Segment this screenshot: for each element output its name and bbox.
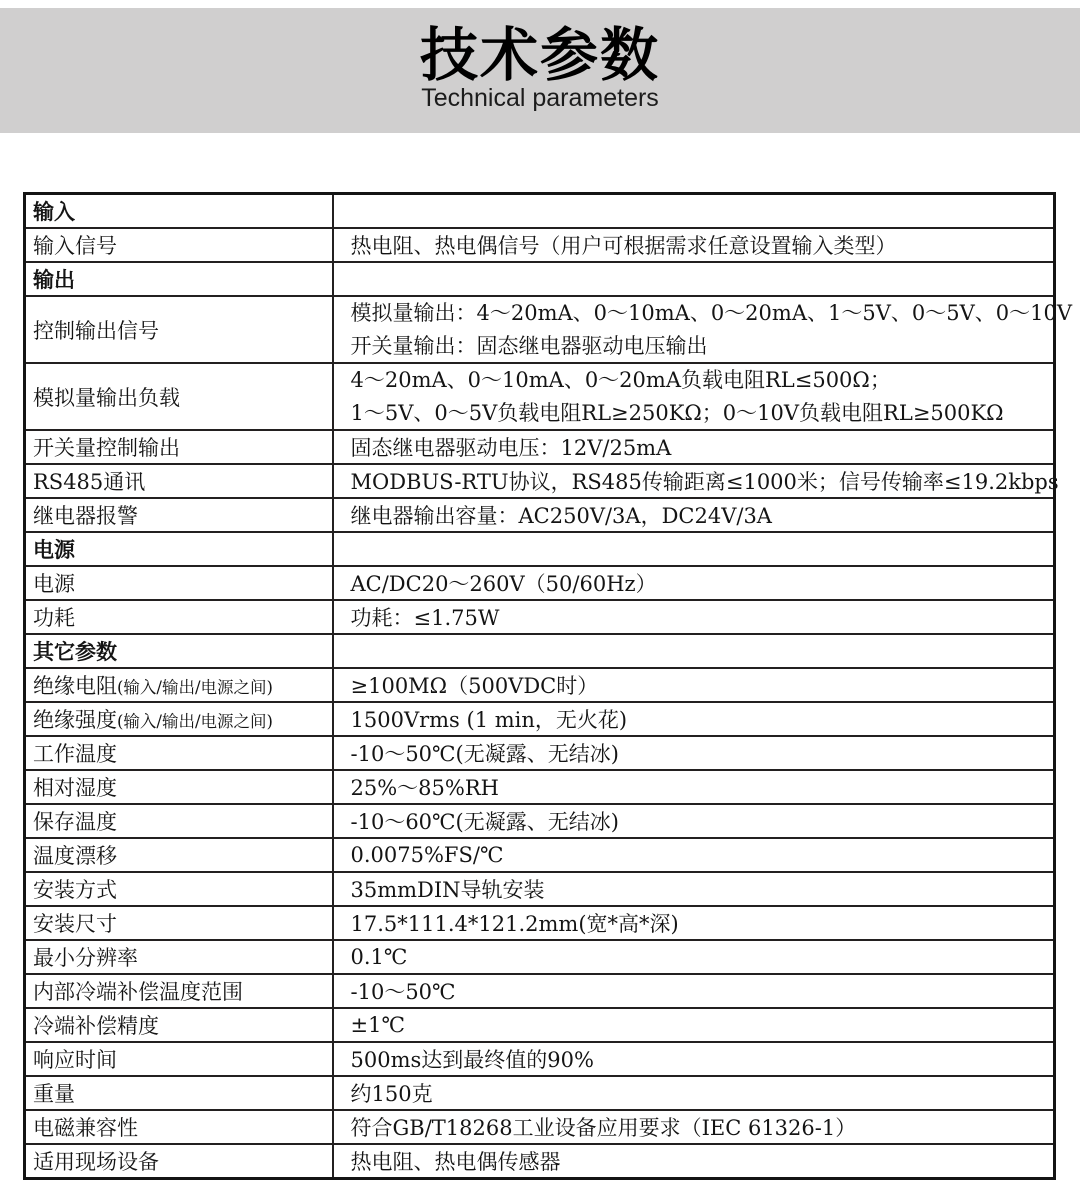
param-value-cell: -10～60℃(无凝露、无结冰) — [333, 804, 1055, 838]
param-label-cell: 工作温度 — [25, 736, 333, 770]
param-row — [25, 1076, 1055, 1110]
param-row — [25, 770, 1055, 804]
param-row — [25, 974, 1055, 1008]
header-band — [0, 8, 1080, 133]
param-value-cell: ≥100MΩ（500VDC时） — [333, 668, 1055, 702]
param-label-cell: 保存温度 — [25, 804, 333, 838]
param-label-cell: 安装方式 — [25, 872, 333, 906]
param-value-cell — [333, 634, 1055, 668]
param-label-cell: 最小分辨率 — [25, 940, 333, 974]
param-label-cell: 模拟量输出负载 — [25, 363, 333, 430]
section-label-cell: 输入 — [25, 194, 333, 229]
param-label-cell: 内部冷端补偿温度范围 — [25, 974, 333, 1008]
technical-parameters-table — [23, 192, 1073, 1180]
section-label-cell: 输出 — [25, 262, 333, 296]
param-value-cell — [333, 532, 1055, 566]
section-row — [25, 262, 1055, 296]
param-value-cell — [333, 262, 1055, 296]
param-row — [25, 430, 1055, 464]
param-label-cell: 电源 — [25, 566, 333, 600]
param-value-line: 1～5V、0～5V负载电阻RL≥250KΩ；0～10V负载电阻RL≥500KΩ — [350, 400, 1004, 425]
param-value-cell: AC/DC20～260V（50/60Hz） — [333, 566, 1055, 600]
param-value-cell: 继电器输出容量：AC250V/3A，DC24V/3A — [333, 498, 1055, 532]
param-row — [25, 566, 1055, 600]
param-label-cell: 温度漂移 — [25, 838, 333, 872]
param-label-cell: 响应时间 — [25, 1042, 333, 1076]
param-label-cell: 电磁兼容性 — [25, 1110, 333, 1144]
param-row — [25, 940, 1055, 974]
param-row — [25, 1008, 1055, 1042]
param-row — [25, 702, 1055, 736]
param-row — [25, 736, 1055, 770]
param-value-line: 4～20mA、0～10mA、0～20mA负载电阻RL≤500Ω； — [350, 368, 891, 393]
param-value-cell: 1500Vrms (1 min，无火花) — [333, 702, 1055, 736]
param-label-cell: 适用现场设备 — [25, 1144, 333, 1179]
param-row — [25, 906, 1055, 940]
param-label-cell: 绝缘强度(输入/输出/电源之间) — [25, 702, 333, 736]
param-label-cell: 输入信号 — [25, 228, 333, 262]
page-subtitle: Technical parameters — [421, 84, 659, 112]
param-row — [25, 1144, 1055, 1179]
param-row — [25, 296, 1055, 363]
param-label-cell: 绝缘电阻(输入/输出/电源之间) — [25, 668, 333, 702]
param-value-cell: 25%～85%RH — [333, 770, 1055, 804]
section-label-cell: 其它参数 — [25, 634, 333, 668]
param-value-line: 模拟量输出：4～20mA、0～10mA、0～20mA、1～5V、0～5V、0～10V — [350, 301, 1073, 326]
param-value-cell: -10～50℃(无凝露、无结冰) — [333, 736, 1055, 770]
param-label-cell: 安装尺寸 — [25, 906, 333, 940]
section-row — [25, 194, 1055, 229]
param-label-cell: 开关量控制输出 — [25, 430, 333, 464]
param-value-cell: 500ms达到最终值的90% — [333, 1042, 1055, 1076]
param-value-cell: 热电阻、热电偶信号（用户可根据需求任意设置输入类型） — [333, 228, 1055, 262]
param-value-cell — [333, 194, 1055, 229]
param-row — [25, 600, 1055, 634]
param-value-cell: 35mmDIN导轨安装 — [333, 872, 1055, 906]
param-row — [25, 668, 1055, 702]
param-value-cell: 0.1℃ — [333, 940, 1055, 974]
param-value-cell: -10～50℃ — [333, 974, 1055, 1008]
section-row — [25, 634, 1055, 668]
param-label-cell: 冷端补偿精度 — [25, 1008, 333, 1042]
param-row — [25, 498, 1055, 532]
table-body — [25, 194, 1073, 1179]
param-value-cell: 约150克 — [333, 1076, 1055, 1110]
param-value-cell: ±1℃ — [333, 1008, 1055, 1042]
param-value-cell: 0.0075%FS/℃ — [333, 838, 1055, 872]
param-value-line: 开关量输出：固态继电器驱动电压输出 — [350, 333, 708, 358]
param-label-cell: 继电器报警 — [25, 498, 333, 532]
param-label-cell: 控制输出信号 — [25, 296, 333, 363]
param-row — [25, 838, 1055, 872]
page-title: 技术参数 — [419, 21, 660, 89]
section-row — [25, 532, 1055, 566]
param-label-cell: 相对湿度 — [25, 770, 333, 804]
param-value-cell: 热电阻、热电偶传感器 — [333, 1144, 1055, 1179]
param-value-cell: MODBUS-RTU协议，RS485传输距离≤1000米；信号传输率≤19.2kbps — [333, 464, 1055, 498]
param-label-cell: RS485通讯 — [25, 464, 333, 498]
param-row — [25, 872, 1055, 906]
param-label-cell: 重量 — [25, 1076, 333, 1110]
param-row — [25, 804, 1055, 838]
param-row — [25, 1042, 1055, 1076]
param-value-cell — [333, 296, 1073, 363]
param-label-note: (输入/输出/电源之间) — [117, 678, 273, 697]
param-row — [25, 1110, 1055, 1144]
param-value-cell: 固态继电器驱动电压：12V/25mA — [333, 430, 1055, 464]
param-value-cell: 符合GB/T18268工业设备应用要求（IEC 61326-1） — [333, 1110, 1055, 1144]
param-value-cell — [333, 363, 1055, 430]
param-row — [25, 363, 1055, 430]
param-label-note: (输入/输出/电源之间) — [117, 712, 273, 731]
param-label-cell: 功耗 — [25, 600, 333, 634]
param-value-cell: 17.5*111.4*121.2mm(宽*高*深) — [333, 906, 1055, 940]
param-row — [25, 228, 1055, 262]
param-row — [25, 464, 1055, 498]
param-value-cell: 功耗：≤1.75W — [333, 600, 1055, 634]
section-label-cell: 电源 — [25, 532, 333, 566]
